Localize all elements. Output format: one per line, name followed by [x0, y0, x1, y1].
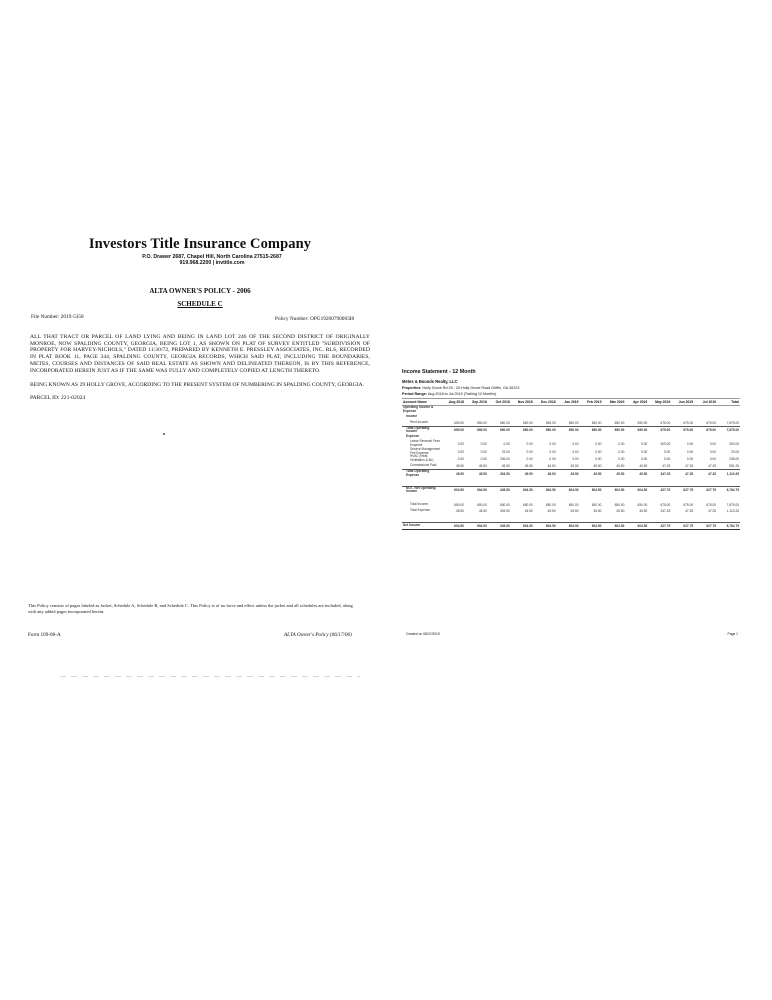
table-cell — [602, 494, 625, 502]
table-cell — [442, 514, 465, 523]
table-cell — [511, 494, 534, 502]
row-label — [402, 494, 442, 502]
table-cell: 650.00 — [568, 420, 579, 425]
table-cell — [534, 406, 557, 414]
table-cell — [557, 514, 580, 523]
table-cell: 45.50 — [478, 509, 487, 514]
table-cell: 47.25 — [685, 463, 694, 468]
column-header: Jun 2019 — [671, 399, 694, 406]
properties-label: Properties: — [402, 386, 422, 390]
table-cell: 675.00 — [648, 426, 671, 434]
table-cell: 650.00 — [614, 420, 625, 425]
table-cell: 45.50 — [639, 463, 648, 468]
table-cell: 604.50 — [465, 523, 488, 530]
table-cell — [488, 514, 511, 523]
table-cell: 45.50 — [557, 469, 580, 477]
table-cell — [717, 494, 740, 502]
table-cell — [580, 494, 603, 502]
table-cell: 45.50 — [616, 509, 625, 514]
column-header: Nov 2018 — [511, 399, 534, 406]
table-cell: 627.75 — [694, 486, 717, 494]
table-cell: 0.00 — [572, 457, 579, 462]
table-cell: 650.00 — [522, 420, 533, 425]
table-cell: 627.75 — [671, 523, 694, 530]
table-cell: 627.75 — [671, 486, 694, 494]
table-cell: 650.00 — [522, 503, 533, 508]
table-cell: 0.00 — [686, 449, 694, 454]
table-row — [402, 486, 740, 494]
table-cell: 650.00 — [602, 426, 625, 434]
table-cell — [717, 514, 740, 523]
table-cell: 650.00 — [477, 503, 487, 508]
table-cell — [717, 478, 740, 487]
table-cell: 45.50 — [593, 509, 602, 514]
table-cell: 604.50 — [557, 486, 580, 494]
page-number: Page 1 — [727, 632, 738, 636]
table-cell: 627.75 — [694, 523, 717, 530]
table-row — [402, 448, 740, 456]
row-label: NOI - Net Operating Income — [402, 486, 442, 494]
insurer-address-line1: P.O. Drawer 2687, Chapel Hill, North Carolina 27515-2687 — [142, 254, 282, 260]
table-cell — [511, 514, 534, 523]
table-cell: 6,764.75 — [717, 486, 740, 494]
row-label: Operating Income & Expense — [403, 405, 434, 413]
table-cell: 45.50 — [524, 509, 533, 514]
table-cell: 1,110.25 — [717, 469, 740, 477]
statement-period — [402, 392, 740, 396]
table-cell — [648, 494, 671, 502]
table-cell: 6,764.75 — [717, 523, 740, 530]
table-cell: 1,110.25 — [726, 509, 739, 514]
table-cell: 675.00 — [660, 420, 671, 425]
table-cell: 0.00 — [549, 457, 556, 462]
table-cell: 604.50 — [625, 486, 648, 494]
table-cell — [534, 514, 557, 523]
table-cell: 0.00 — [664, 449, 671, 454]
column-header: Apr 2019 — [625, 399, 648, 406]
table-cell: 0.00 — [641, 457, 648, 462]
table-cell: 650.00 — [614, 503, 625, 508]
row-label: Commissions Paid — [410, 463, 437, 468]
row-label: Net Income — [402, 523, 442, 530]
row-label: Total Operating Income — [402, 426, 442, 434]
table-header-row — [402, 399, 740, 406]
column-header: Oct 2018 — [488, 399, 511, 406]
table-cell: 0.00 — [618, 457, 625, 462]
table-cell: 45.50 — [616, 463, 625, 468]
table-row — [402, 469, 740, 477]
table-cell — [534, 478, 557, 487]
table-row — [402, 426, 740, 434]
table-cell: 327.75 — [648, 486, 671, 494]
table-cell: 0.00 — [595, 441, 602, 446]
table-cell — [671, 514, 694, 523]
table-row — [402, 455, 740, 463]
table-cell: 7,875.00 — [717, 426, 740, 434]
table-cell — [625, 406, 648, 414]
table-cell: 45.50 — [547, 509, 556, 514]
table-cell: 650.00 — [500, 420, 510, 425]
table-cell — [442, 478, 465, 487]
table-cell: 327.75 — [648, 523, 671, 530]
property-known-as: BEING KNOWN AS 29 HOLLY GROVE, ACCORDING TO THE PRESENT SYSTEM OF NUMBERING IN SPALDING COUNTY, GEORGIA. — [30, 381, 364, 388]
table-cell: 0.00 — [549, 441, 556, 446]
table-cell: 650.00 — [591, 420, 602, 425]
table-cell: 236.00 — [500, 457, 510, 462]
table-row — [402, 478, 740, 487]
table-cell — [602, 406, 625, 414]
table-cell — [442, 406, 465, 414]
table-cell: 675.00 — [683, 420, 694, 425]
table-cell: 0.00 — [709, 457, 717, 462]
table-cell: 0.00 — [686, 457, 694, 462]
table-cell: 45.50 — [478, 463, 487, 468]
table-cell: 604.50 — [557, 523, 580, 530]
table-cell — [465, 514, 488, 523]
row-label: Total Operating Expense — [402, 469, 442, 477]
table-cell — [534, 494, 557, 502]
table-cell — [465, 406, 488, 414]
table-cell: 7,875.00 — [726, 503, 739, 508]
table-cell: 0.00 — [595, 449, 602, 454]
table-cell: 650.00 — [511, 426, 534, 434]
table-cell — [648, 514, 671, 523]
statement-title: Income Statement - 12 Month — [402, 369, 476, 375]
table-cell: 45.50 — [639, 509, 648, 514]
table-cell: 345.50 — [488, 523, 511, 530]
table-cell: 650.00 — [465, 426, 488, 434]
table-cell: 0.00 — [709, 449, 717, 454]
table-cell: 347.25 — [648, 469, 671, 477]
table-cell — [580, 406, 603, 414]
table-cell: 0.00 — [526, 449, 533, 454]
table-cell: 604.50 — [580, 523, 603, 530]
table-cell: 650.00 — [580, 426, 603, 434]
table-cell: 45.50 — [455, 463, 464, 468]
table-cell: 650.00 — [454, 420, 464, 425]
column-header: Account Name — [402, 399, 442, 406]
row-label — [402, 478, 442, 487]
income-table — [402, 398, 740, 530]
form-number: Form 109-06-A — [28, 632, 61, 638]
title-policy-schedule-c — [30, 228, 370, 648]
table-cell: 604.50 — [625, 523, 648, 530]
policy-footer-note: This Policy consists of pages labeled as Jacket, Schedule A, Schedule B, and Schedule C. This Policy is of no force and effect unless the jacket and all schedules are included, along with any added pages incorporated herein. — [28, 603, 353, 614]
table-cell: 0.00 — [595, 457, 602, 462]
row-label: Total Expense — [410, 508, 431, 513]
table-cell: 45.50 — [580, 469, 603, 477]
table-cell — [557, 478, 580, 487]
column-header: Dec 2018 — [534, 399, 557, 406]
table-cell: 650.00 — [591, 503, 602, 508]
period-value: Aug 2018 to Jul 2019 (Trailing 12 Months) — [427, 392, 497, 396]
table-cell: 675.00 — [706, 503, 717, 508]
row-label: HVAC (Heat, Ventilation & Air) — [410, 454, 434, 463]
table-cell — [671, 494, 694, 502]
table-cell: 0.00 — [618, 449, 625, 454]
table-cell: 304.50 — [500, 509, 510, 514]
column-header: Total — [717, 399, 740, 406]
legal-description: ALL THAT TRACT OR PARCEL OF LAND LYING AND BEING IN LAND LOT 246 OF THE SECOND DISTRICT OF ORIGINALLY MONROE, NOW SPALDING COUNTY, GEORGIA, BEING LOT 1, AS SHOWN ON PLAT OF SURVEY ENTITLED "SUBDIVISION OF PROPERTY FOR HARVEY-NICHOLS," DATED 11/30/72, PREPARED BY KENNETH E. PRESSLEY ASSOCIATES, INC. RLS, RECORDED IN PLAT BOOK 11, PAGE 344, SPALDING COUNTY, GEORGIA RECORDS, WHICH SAID PLAT, INCLUDING THE BOUNDARIES, METES, COURSES AND DISTANCES OF SAID REAL ESTATE AS SHOWN AND DELINEATED THEREON, IS BY THIS REFERENCE, INCORPORATED HEREIN JUST AS IF THE SAME WAS FULLY AND COMPLETELY COPIED AT LENGTH THERETO. — [30, 333, 370, 374]
table-cell: 0.00 — [572, 441, 579, 446]
table-cell — [648, 478, 671, 487]
table-cell: 23.00 — [731, 449, 739, 454]
table-body — [402, 406, 740, 530]
table-cell — [694, 494, 717, 502]
row-label: Income — [406, 413, 418, 418]
table-cell: 650.00 — [454, 503, 464, 508]
table-cell: 0.00 — [641, 449, 648, 454]
table-row — [402, 514, 740, 523]
table-cell: 45.50 — [511, 469, 534, 477]
table-cell: 7,875.00 — [726, 420, 739, 425]
table-cell: 604.50 — [602, 523, 625, 530]
table-cell — [602, 478, 625, 487]
table-cell: 347.25 — [660, 509, 671, 514]
row-label: Rent Income — [410, 419, 429, 424]
table-cell: 304.50 — [488, 469, 511, 477]
row-label: Lease Renewal Fees Expense — [410, 439, 440, 447]
period-label: Period Range: — [402, 392, 427, 396]
table-cell: 650.00 — [637, 503, 648, 508]
column-header: Sep 2018 — [465, 399, 488, 406]
insurer-address — [54, 254, 370, 267]
table-cell: 0.00 — [664, 457, 671, 462]
statement-properties — [402, 386, 740, 390]
table-cell: 0.00 — [480, 441, 487, 446]
table-cell: 47.25 — [708, 509, 717, 514]
table-cell — [694, 406, 717, 414]
table-cell: 604.50 — [580, 486, 603, 494]
income-statement — [402, 365, 740, 640]
table-cell: 45.50 — [625, 469, 648, 477]
table-cell: 47.25 — [708, 463, 717, 468]
table-cell: 604.50 — [442, 523, 465, 530]
table-cell: 0.00 — [709, 441, 717, 446]
statement-company: Metes & Bounds Realty, LLC — [402, 379, 458, 384]
table-cell: 345.50 — [488, 486, 511, 494]
row-label: Service Management Fee Expense — [410, 446, 441, 455]
table-cell — [465, 494, 488, 502]
table-cell: 604.50 — [534, 523, 557, 530]
table-cell: 650.00 — [625, 426, 648, 434]
table-cell: 0.00 — [686, 441, 694, 446]
table-cell: 47.25 — [694, 469, 717, 477]
table-cell — [488, 406, 511, 414]
table-cell — [580, 478, 603, 487]
table-cell: 0.00 — [480, 449, 487, 454]
table-cell: 604.50 — [465, 486, 488, 494]
column-header: Jan 2019 — [557, 399, 580, 406]
table-cell: 0.00 — [457, 441, 464, 446]
properties-value: Holly Grove Rd 29 - 29 Holly Grove Road Griffin, GA 30223 — [422, 386, 520, 390]
table-cell: 45.50 — [524, 463, 533, 468]
table-cell: 0.00 — [641, 441, 648, 446]
table-cell: 0.00 — [503, 441, 510, 446]
table-cell: 650.00 — [488, 426, 511, 434]
scan-speck — [163, 433, 165, 435]
table-cell: 675.00 — [683, 503, 694, 508]
table-cell: 650.00 — [500, 503, 510, 508]
table-cell — [625, 514, 648, 523]
table-cell: 45.50 — [501, 463, 510, 468]
table-cell: 236.00 — [729, 457, 739, 462]
table-cell: 23.00 — [501, 449, 510, 454]
table-cell: 650.00 — [477, 420, 487, 425]
table-cell: 0.00 — [572, 449, 579, 454]
table-cell: 0.00 — [526, 457, 533, 462]
table-row — [402, 494, 740, 502]
table-cell: 650.00 — [545, 420, 556, 425]
file-policy-numbers — [30, 314, 370, 324]
table-cell: 47.25 — [671, 469, 694, 477]
table-cell: 650.00 — [442, 426, 465, 434]
table-cell — [625, 494, 648, 502]
row-label — [402, 514, 442, 523]
table-cell — [671, 406, 694, 414]
policy-number: Policy Number: OPG19200790003I8 — [275, 315, 355, 322]
table-cell: 45.50 — [570, 463, 579, 468]
table-row — [402, 406, 740, 414]
table-cell: 675.00 — [671, 426, 694, 434]
table-cell: 650.00 — [568, 503, 579, 508]
table-cell: 675.00 — [694, 426, 717, 434]
table-cell: 47.25 — [685, 509, 694, 514]
table-cell — [488, 494, 511, 502]
table-cell — [694, 478, 717, 487]
table-row — [402, 523, 740, 530]
table-cell: 604.50 — [602, 486, 625, 494]
table-cell: 45.50 — [534, 469, 557, 477]
table-cell — [602, 514, 625, 523]
row-label: Total Income — [410, 502, 429, 507]
table-cell: 0.00 — [549, 449, 556, 454]
table-cell — [648, 406, 671, 414]
table-cell: 45.50 — [593, 463, 602, 468]
table-cell: 604.50 — [511, 486, 534, 494]
table-cell: 604.50 — [534, 486, 557, 494]
form-title: ALTA Owner's Policy (06/17/06) — [284, 632, 352, 638]
row-label: Expense — [406, 434, 420, 439]
table-cell: 675.00 — [706, 420, 717, 425]
table-cell: 675.00 — [660, 503, 671, 508]
table-cell: 650.00 — [557, 426, 580, 434]
table-cell — [442, 494, 465, 502]
table-cell — [671, 478, 694, 487]
table-cell: 45.50 — [455, 509, 464, 514]
table-cell: 300.00 — [660, 441, 671, 446]
table-cell: 300.00 — [729, 441, 739, 446]
table-cell — [557, 494, 580, 502]
table-cell — [511, 478, 534, 487]
column-header: May 2019 — [648, 399, 671, 406]
file-number: File Number: 2019-5358 — [31, 313, 84, 320]
table-cell — [557, 406, 580, 414]
table-cell: 47.25 — [662, 463, 671, 468]
table-cell: 551.25 — [729, 463, 739, 468]
schedule-title: SCHEDULE C — [177, 299, 223, 308]
table-cell — [717, 406, 740, 414]
table-cell: 604.50 — [442, 486, 465, 494]
created-date: Created on 08/07/2019 — [406, 632, 440, 636]
table-cell: 604.50 — [511, 523, 534, 530]
table-cell — [580, 514, 603, 523]
column-header: Jul 2019 — [694, 399, 717, 406]
policy-title: ALTA OWNER'S POLICY - 2006 — [149, 286, 251, 295]
table-cell: 45.50 — [602, 469, 625, 477]
table-cell: 45.50 — [465, 469, 488, 477]
table-cell — [625, 478, 648, 487]
column-header: Feb 2019 — [580, 399, 603, 406]
table-cell: 45.50 — [547, 463, 556, 468]
column-header: Mar 2019 — [602, 399, 625, 406]
parcel-id: PARCEL ID: 221-02024 — [30, 395, 86, 402]
table-cell: 0.00 — [618, 441, 625, 446]
table-cell: 650.00 — [534, 426, 557, 434]
table-cell: 0.00 — [457, 457, 464, 462]
table-cell: 650.00 — [545, 503, 556, 508]
table-cell: 0.00 — [457, 449, 464, 454]
insurer-name: Investors Title Insurance Company — [88, 236, 312, 252]
table-cell: 650.00 — [637, 420, 648, 425]
table-cell — [488, 478, 511, 487]
table-cell: 45.50 — [442, 469, 465, 477]
insurer-address-line2: 919.968.2200 | invtitle.com — [179, 260, 245, 267]
table-cell: 45.50 — [570, 509, 579, 514]
table-row — [402, 440, 740, 448]
table-cell — [511, 406, 534, 414]
table-cell: 0.00 — [526, 441, 533, 446]
table-cell: 0.00 — [480, 457, 487, 462]
table-cell — [465, 478, 488, 487]
column-header: Aug 2018 — [442, 399, 465, 406]
table-cell — [694, 514, 717, 523]
scan-artifact-line — [60, 676, 360, 677]
